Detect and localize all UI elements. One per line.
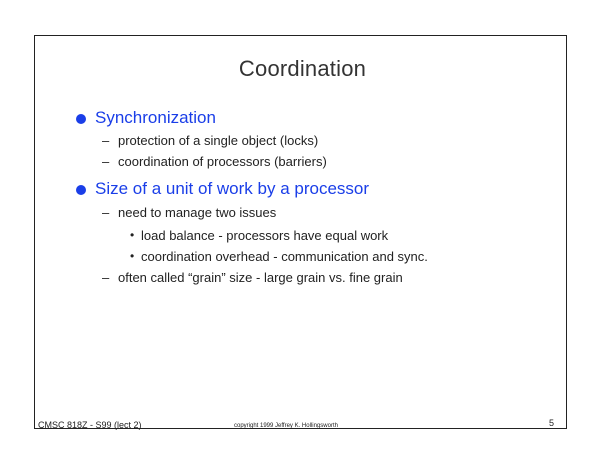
- dash-icon: –: [102, 154, 110, 169]
- sub-sub-item-load-balance: load balance - processors have equal work: [141, 228, 389, 243]
- footer-copyright: copyright 1999 Jeffrey K. Hollingsworth: [234, 423, 338, 429]
- slide-title: Coordination: [238, 56, 367, 81]
- sub-item-two-issues: need to manage two issues: [118, 205, 277, 220]
- footer-course: CMSC 818Z - S99 (lect 2): [38, 420, 142, 430]
- bullet-item-synchronization: Synchronization: [95, 108, 216, 127]
- dash-icon: –: [102, 270, 110, 285]
- dot-icon: •: [130, 249, 135, 263]
- bullet-icon: [76, 114, 86, 124]
- bullet-item-unit-of-work: Size of a unit of work by a processor: [95, 179, 370, 198]
- sub-item-barriers: coordination of processors (barriers): [118, 154, 327, 169]
- sub-item-locks: protection of a single object (locks): [118, 133, 319, 148]
- dash-icon: –: [102, 205, 110, 220]
- dot-icon: •: [130, 228, 135, 242]
- bullet-icon: [76, 185, 86, 195]
- sub-sub-item-coordination-overhead: coordination overhead - communication and sync.: [141, 249, 428, 264]
- sub-item-grain-size: often called “grain” size - large grain vs. fine grain: [118, 270, 403, 285]
- page-number: 5: [549, 418, 555, 428]
- dash-icon: –: [102, 133, 110, 148]
